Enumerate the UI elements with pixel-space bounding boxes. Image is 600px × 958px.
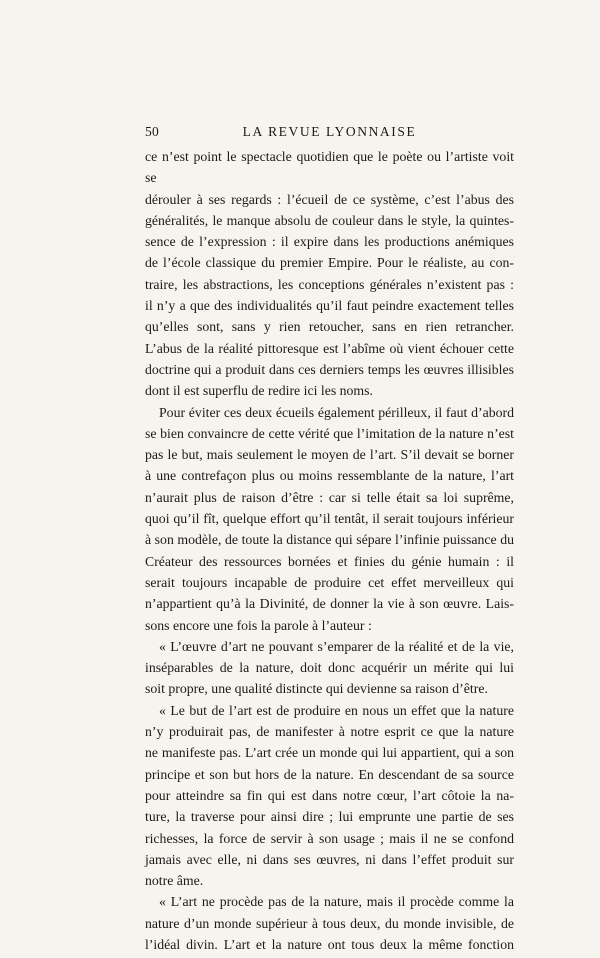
text-line: notre âme.	[145, 873, 204, 889]
text-line: Créateur des ressources bornées et finies du génie humain : il	[145, 553, 514, 569]
text-line: de l’école classique du premier Empire. Pour le réaliste, au con-	[145, 255, 514, 271]
text-line: ce n’est point le spectacle quotidien que le poète ou l’artiste voit se	[145, 149, 514, 186]
text-line: pour atteindre sa fin qui est dans notre cœur, l’art côtoie la na-	[145, 787, 514, 803]
body-text	[145, 146, 514, 955]
text-line: pas le but, mais seulement le moyen de l’art. S’il devait se borner	[145, 447, 514, 463]
text-line: Pour éviter ces deux écueils également périlleux, il faut d’abord	[159, 404, 514, 420]
page-number: 50	[145, 124, 160, 139]
text-line: n’y produirait pas, de manifester à notre esprit ce que la nature	[145, 724, 514, 740]
text-line: n’appartient qu’à la Divinité, de donner la vie à son œuvre. Lais-	[145, 596, 514, 612]
text-line: généralités, le manque absolu de couleur dans le style, la quintes-	[145, 212, 514, 228]
text-line: à une contrefaçon plus ou moins ressemblante de la nature, l’art	[145, 468, 514, 484]
text-line: richesses, la force de servir à son usage ; mais il ne se confond	[145, 830, 514, 846]
text-line: principe et son but hors de la nature. En descendant de sa source	[145, 766, 514, 782]
text-line: sons encore une fois la parole à l’auteur :	[145, 617, 372, 633]
text-line: l’idéal divin. L’art et la nature ont tous deux la même fonction	[145, 936, 514, 952]
text-line: doctrine qui a produit dans ces derniers temps les œuvres illisibles	[145, 361, 514, 377]
text-line: n’aurait plus de raison d’être : car si telle était sa loi suprême,	[145, 489, 514, 505]
text-line: dérouler à ses regards : l’écueil de ce système, c’est l’abus des	[145, 191, 514, 207]
text-line: quoi qu’il fît, quelque effort qu’il tentât, il serait toujours inférieur	[145, 511, 514, 527]
text-line: ture, la traverse pour ainsi dire ; lui emprunte une partie de ses	[145, 809, 514, 825]
text-line: L’abus de la réalité pittoresque est l’abîme où vient échouer cette	[145, 340, 514, 356]
text-line: soit propre, une qualité distincte qui devienne sa raison d’être.	[145, 681, 488, 697]
text-line: nature d’un monde supérieur à tous deux, du monde invisible, de	[145, 915, 514, 931]
text-line: dont il est superflu de redire ici les noms.	[145, 383, 373, 399]
text-line: inséparables de la nature, doit donc acquérir un mérite qui lui	[145, 660, 514, 676]
text-line: serait toujours incapable de produire cet effet merveilleux qui	[145, 574, 514, 590]
text-line: sence de l’expression : il expire dans les productions anémiques	[145, 234, 514, 250]
running-title: LA REVUE LYONNAISE	[242, 124, 417, 139]
text-line: jamais avec elle, ni dans ses œuvres, ni dans l’effet produit sur	[145, 851, 514, 867]
text-line: traire, les abstractions, les conceptions générales n’existent pas :	[145, 276, 514, 292]
text-line: se bien convaincre de cette vérité que l’imitation de la nature n’est	[145, 425, 514, 441]
text-line: « L’art ne procède pas de la nature, mais il procède comme la	[159, 894, 514, 910]
text-line: ne manifeste pas. L’art crée un monde qui lui appartient, qui a son	[145, 745, 514, 761]
text-line: qu’elles sont, sans y rien retoucher, sans en rien retrancher.	[145, 319, 514, 335]
text-line: il n’y a que des individualités qu’il faut peindre exactement telles	[145, 298, 514, 314]
text-line: « Le but de l’art est de produire en nous un effet que la nature	[159, 702, 514, 718]
running-header	[145, 124, 514, 142]
text-line: à son modèle, de toute la distance qui sépare l’infinie puissance du	[145, 532, 514, 548]
text-line: « L’œuvre d’art ne pouvant s’emparer de la réalité et de la vie,	[159, 638, 514, 654]
